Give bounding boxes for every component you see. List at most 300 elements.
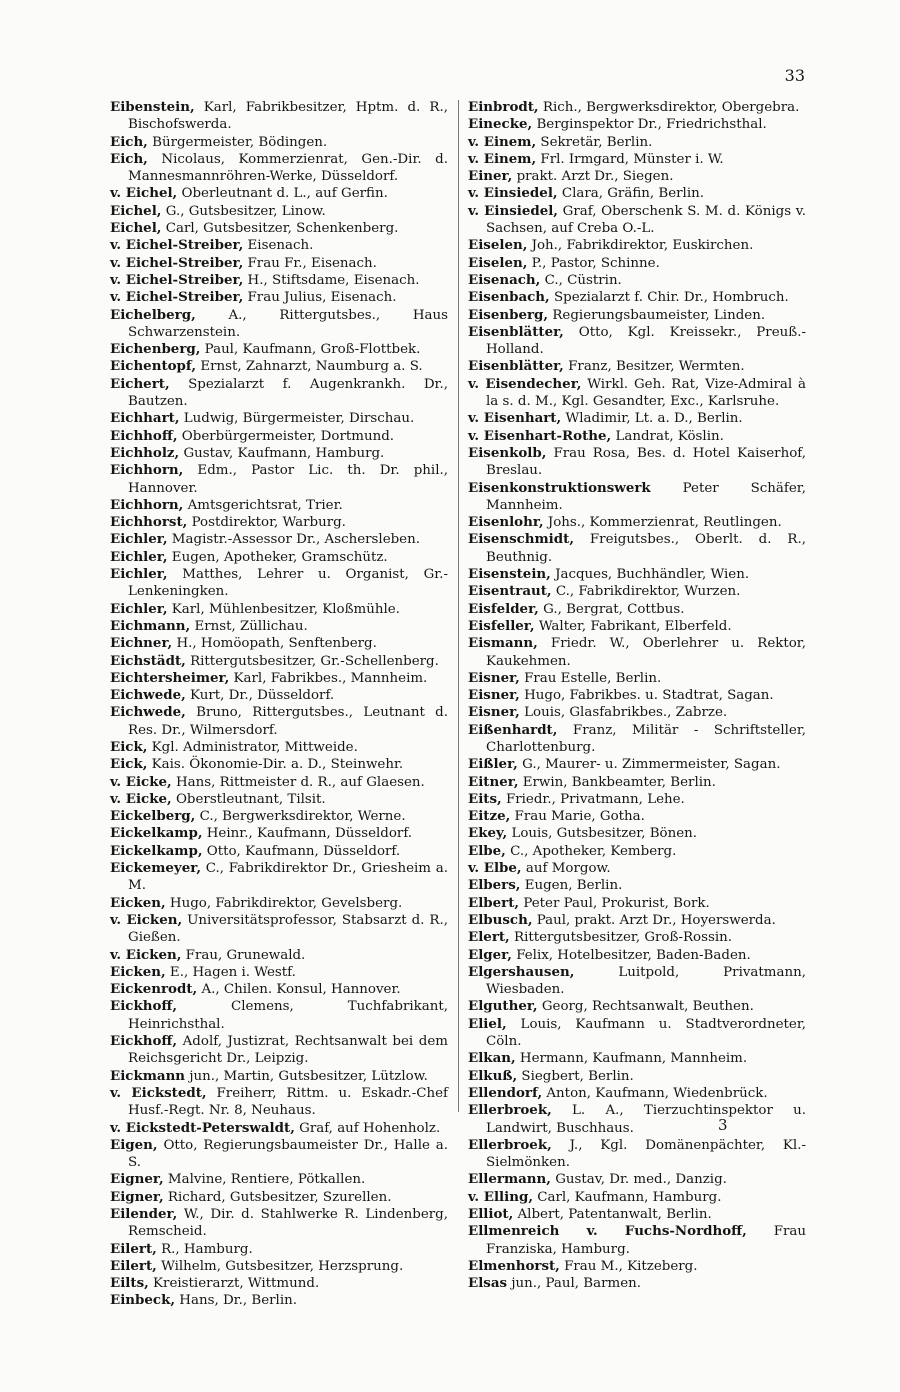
left-column (110, 99, 448, 1310)
entry-details: Oberleutnant d. L., auf Gerfin. (181, 186, 388, 202)
directory-entry (468, 307, 806, 324)
entry-details: R., Hamburg. (161, 1241, 253, 1257)
entry-surname: Elert, (468, 929, 510, 946)
directory-entry (468, 843, 806, 860)
directory-entry (468, 376, 806, 411)
entry-surname: Elkan, (468, 1050, 516, 1067)
directory-entry (468, 635, 806, 670)
entry-surname: Eichwede, (110, 687, 186, 704)
entry-details: jun., Martin, Gutsbesitzer, Lützlow. (189, 1068, 428, 1084)
directory-entry (110, 1258, 448, 1275)
directory-entry (468, 618, 806, 635)
entry-surname: Eißenhardt, (468, 721, 558, 738)
directory-entry (468, 670, 806, 687)
entry-details: Wilhelm, Gutsbesitzer, Herzsprung. (161, 1258, 404, 1274)
directory-entry (468, 255, 806, 272)
directory-entry (468, 289, 806, 306)
directory-entry (468, 531, 806, 566)
entry-surname: Eichhorn, (110, 496, 184, 513)
directory-entry (468, 964, 806, 999)
directory-entry (110, 237, 448, 254)
entry-surname: Einer, (468, 168, 513, 185)
entry-surname: v. Elbe, (468, 860, 522, 877)
entry-details: Kreistierarzt, Wittmund. (153, 1276, 320, 1292)
page-number: 33 (784, 66, 805, 85)
entry-surname: Eichner, (110, 635, 173, 652)
entry-details: Richard, Gutsbesitzer, Szurellen. (167, 1189, 392, 1205)
directory-entry (468, 151, 806, 168)
entry-details: Hugo, Fabrikbes. u. Stadtrat, Sagan. (524, 688, 774, 704)
directory-entry (110, 791, 448, 808)
directory-entry (468, 1016, 806, 1051)
directory-entry (110, 531, 448, 548)
entry-details: Rittergutsbesitzer, Gr.-Schellenberg. (190, 653, 439, 669)
entry-details: J., Kgl. Domänenpächter, Kl.-Sielmönken. (486, 1137, 806, 1171)
entry-details: Oberstleutnant, Tilsit. (175, 791, 326, 807)
directory-entry (110, 203, 448, 220)
directory-entry (110, 99, 448, 134)
directory-entry (110, 549, 448, 566)
entry-surname: Eickelkamp, (110, 842, 203, 859)
directory-entry (110, 376, 448, 411)
entry-details: Hermann, Kaufmann, Mannheim. (519, 1051, 748, 1067)
directory-entry (468, 704, 806, 721)
entry-surname: Eisenach, (468, 271, 541, 288)
entry-surname: Eichtersheimer, (110, 669, 230, 686)
directory-entry (110, 825, 448, 842)
directory-entry (468, 998, 806, 1015)
entry-surname: Eisenkolb, (468, 444, 547, 461)
entry-surname: Eisenberg, (468, 306, 549, 323)
directory-entry (110, 998, 448, 1033)
entry-surname: v. Einem, (468, 133, 537, 150)
entry-surname: v. Eisendecher, (468, 375, 582, 392)
directory-entry (110, 151, 448, 186)
directory-entry (110, 756, 448, 773)
entry-details: Otto, Kgl. Kreissekr., Preuß.-Holland. (486, 324, 806, 358)
entry-surname: Eichmann, (110, 617, 191, 634)
directory-entry (468, 808, 806, 825)
directory-entry (110, 895, 448, 912)
entry-details: Carl, Kaufmann, Hamburg. (537, 1189, 722, 1205)
entry-surname: Elbusch, (468, 911, 533, 928)
entry-details: Luitpold, Privatmann, Wiesbaden. (486, 964, 806, 998)
entry-details: Landrat, Köslin. (615, 428, 724, 444)
entry-details: Otto, Regierungsbaumeister Dr., Halle a. S. (128, 1137, 448, 1171)
directory-entry (468, 1206, 806, 1223)
entry-surname: Elgershausen, (468, 963, 575, 980)
entry-details: Ernst, Züllichau. (194, 618, 308, 634)
directory-entry (110, 860, 448, 895)
entry-surname: Eick, (110, 756, 148, 773)
directory-entry (110, 1171, 448, 1188)
entry-details: Hans, Rittmeister d. R., auf Glaesen. (175, 774, 425, 790)
entry-details: Frau, Grunewald. (185, 947, 306, 963)
entry-details: Matthes, Lehrer u. Organist, Gr.-Lenkeningken. (128, 567, 449, 600)
entry-details: Wladimir, Lt. a. D., Berlin. (565, 411, 743, 427)
directory-entry (110, 601, 448, 618)
directory-entry (110, 428, 448, 445)
directory-entry (468, 99, 806, 116)
directory-entry (468, 134, 806, 151)
directory-entry (110, 947, 448, 964)
entry-surname: v. Eicke, (110, 790, 172, 807)
entry-details: Kais. Ökonomie-Dir. a. D., Steinwehr. (151, 757, 404, 773)
directory-entry (468, 825, 806, 842)
entry-details: Frau Estelle, Berlin. (524, 670, 662, 686)
column-divider (458, 100, 459, 1112)
directory-entry (468, 1171, 806, 1188)
directory-entry (468, 1068, 806, 1085)
directory-entry (110, 445, 448, 462)
entry-surname: Eick, (110, 738, 148, 755)
entry-surname: Eiselen, (468, 254, 528, 271)
entry-details: jun., Paul, Barmen. (511, 1276, 642, 1292)
entry-details: Gustav, Kaufmann, Hamburg. (183, 445, 385, 461)
entry-surname: Eichler, (110, 531, 168, 548)
entry-surname: Eiselen, (468, 237, 528, 254)
directory-entry (110, 462, 448, 497)
directory-entry (110, 289, 448, 306)
directory-entry (468, 583, 806, 600)
entry-surname: v. Einem, (468, 150, 537, 167)
directory-entry (110, 272, 448, 289)
directory-entry (468, 1085, 806, 1102)
entry-details: Edm., Pastor Lic. th. Dr. phil., Hannover. (128, 463, 448, 496)
entry-surname: Einbeck, (110, 1292, 176, 1309)
entry-details: auf Morgow. (525, 861, 611, 877)
entry-surname: Eliel, (468, 1015, 507, 1032)
directory-entry (468, 756, 806, 773)
entry-details: Louis, Glasfabrikbes., Zabrze. (524, 705, 728, 721)
entry-surname: Eits, (468, 790, 502, 807)
directory-entry (110, 1189, 448, 1206)
entry-details: Kgl. Administrator, Mittweide. (151, 739, 358, 755)
entry-details: Ludwig, Bürgermeister, Dirschau. (183, 411, 415, 427)
entry-details: P., Pastor, Schinne. (531, 255, 660, 271)
entry-surname: v. Eichel-Streiber, (110, 289, 244, 306)
right-column (468, 99, 806, 1292)
entry-details: Clemens, Tuchfabrikant, Heinrichsthal. (128, 999, 448, 1032)
sheet-number: 3 (718, 1116, 728, 1134)
entry-details: Franz, Besitzer, Wermten. (568, 359, 745, 375)
directory-entry (110, 134, 448, 151)
entry-details: H., Stiftsdame, Eisenach. (247, 272, 420, 288)
directory-entry (110, 808, 448, 825)
entry-surname: Einecke, (468, 116, 533, 133)
entry-details: G., Maurer- u. Zimmermeister, Sagan. (522, 757, 781, 773)
directory-entry (110, 704, 448, 739)
entry-details: Graf, auf Hohenholz. (299, 1120, 441, 1136)
entry-surname: Eickelkamp, (110, 825, 203, 842)
entry-details: Friedr., Privatmann, Lehe. (505, 791, 685, 807)
entry-surname: v. Eichel-Streiber, (110, 271, 244, 288)
entry-details: Ernst, Zahnarzt, Naumburg a. S. (200, 359, 423, 375)
entry-details: Erwin, Bankbeamter, Berlin. (522, 774, 716, 790)
directory-entry (468, 203, 806, 238)
directory-entry (468, 895, 806, 912)
entry-surname: v. Elling, (468, 1188, 533, 1205)
entry-surname: Eisner, (468, 704, 520, 721)
directory-entry (110, 1120, 448, 1137)
directory-entry (468, 1189, 806, 1206)
entry-details: prakt. Arzt Dr., Siegen. (516, 169, 674, 185)
entry-surname: Eilert, (110, 1240, 157, 1257)
entry-surname: Eisenbach, (468, 289, 550, 306)
entry-details: C., Bergwerksdirektor, Werne. (199, 809, 406, 825)
entry-surname: Eisfelder, (468, 600, 539, 617)
entry-details: Joh., Fabrikdirektor, Euskirchen. (531, 238, 754, 254)
entry-surname: Elbers, (468, 877, 521, 894)
directory-entry (468, 791, 806, 808)
directory-entry (110, 1241, 448, 1258)
entry-surname: Eich, (110, 150, 148, 167)
entry-surname: Eisfeller, (468, 617, 535, 634)
directory-entry (468, 566, 806, 583)
entry-details: Malvine, Rentiere, Pötkallen. (167, 1172, 366, 1188)
entry-surname: Eicken, (110, 894, 166, 911)
entry-surname: Elbe, (468, 842, 506, 859)
entry-details: Graf, Oberschenk S. M. d. Königs v. Sachsen, auf Creba O.-L. (486, 203, 806, 237)
directory-entry (110, 843, 448, 860)
entry-details: Amtsgerichtsrat, Trier. (187, 497, 343, 513)
directory-entry (110, 912, 448, 947)
entry-details: Frau Rosa, Bes. d. Hotel Kaiserhof, Breslau. (486, 445, 806, 479)
directory-entry (468, 774, 806, 791)
entry-surname: Eickenrodt, (110, 981, 198, 998)
directory-entry (110, 307, 448, 342)
directory-entry (468, 912, 806, 929)
directory-entry (468, 428, 806, 445)
entry-surname: Eisner, (468, 687, 520, 704)
entry-surname: Ellerbroek, (468, 1102, 552, 1119)
entry-details: Peter Paul, Prokurist, Bork. (523, 895, 710, 911)
entry-surname: v. Eichel, (110, 185, 178, 202)
entry-surname: Eichentopf, (110, 358, 197, 375)
entry-surname: Elsas (468, 1275, 508, 1292)
entry-details: Felix, Hotelbesitzer, Baden-Baden. (516, 947, 751, 963)
directory-entry (110, 566, 448, 601)
entry-details: C., Cüstrin. (544, 272, 622, 288)
entry-surname: Eigen, (110, 1136, 158, 1153)
directory-entry (110, 635, 448, 652)
directory-entry (110, 774, 448, 791)
entry-details: Paul, prakt. Arzt Dr., Hoyerswerda. (536, 912, 776, 928)
entry-details: Johs., Kommerzienrat, Reutlingen. (547, 515, 782, 531)
entry-surname: Eichel, (110, 202, 162, 219)
entry-surname: Eisenblätter, (468, 323, 564, 340)
entry-details: Bürgermeister, Bödingen. (152, 134, 328, 150)
entry-surname: v. Eickstedt-Peterswaldt, (110, 1119, 295, 1136)
entry-surname: v. Eichel-Streiber, (110, 254, 244, 271)
directory-entry (110, 185, 448, 202)
directory-entry (110, 618, 448, 635)
entry-surname: Eichler, (110, 548, 168, 565)
directory-entry (468, 480, 806, 515)
entry-details: Eugen, Apotheker, Gramschütz. (171, 549, 388, 565)
directory-entry (110, 687, 448, 704)
entry-surname: v. Einsiedel, (468, 185, 558, 202)
entry-details: Friedr. W., Oberlehrer u. Rektor, Kaukehmen. (486, 636, 806, 669)
entry-surname: Eilert, (110, 1257, 157, 1274)
entry-surname: v. Eicke, (110, 773, 172, 790)
directory-entry (468, 722, 806, 757)
entry-details: C., Apotheker, Kemberg. (510, 843, 677, 859)
entry-surname: Eichler, (110, 566, 168, 583)
entry-details: Universitätsprofessor, Stabsarzt d. R., Gießen. (128, 912, 449, 946)
entry-surname: Eickmann (110, 1067, 186, 1084)
directory-entry (110, 410, 448, 427)
directory-entry (110, 1137, 448, 1172)
entry-surname: Eichenberg, (110, 341, 201, 358)
directory-entry (110, 358, 448, 375)
directory-entry (468, 185, 806, 202)
entry-details: Postdirektor, Warburg. (191, 515, 346, 531)
entry-details: Eugen, Berlin. (524, 878, 623, 894)
entry-details: Paul, Kaufmann, Groß-Flottbek. (204, 342, 421, 358)
directory-entry (110, 739, 448, 756)
directory-entry (110, 964, 448, 981)
directory-entry (110, 1068, 448, 1085)
entry-surname: Eigner, (110, 1188, 164, 1205)
entry-details: L. A., Tierzuchtinspektor u. Landwirt, Buschhaus. (486, 1103, 806, 1136)
directory-entry (110, 1085, 448, 1120)
entry-surname: Eilender, (110, 1206, 178, 1222)
entry-surname: Eichstädt, (110, 652, 186, 669)
entry-details: C., Fabrikdirektor, Wurzen. (555, 584, 741, 600)
entry-details: G., Gutsbesitzer, Linow. (165, 203, 326, 219)
directory-entry (468, 877, 806, 894)
directory-entry (468, 687, 806, 704)
entry-details: Bruno, Rittergutsbes., Leutnant d. Res. Dr., Wilmersdorf. (128, 705, 448, 738)
entry-details: C., Fabrikdirektor Dr., Griesheim a. M. (128, 861, 448, 894)
entry-surname: Ellermann, (468, 1171, 551, 1188)
entry-details: Anton, Kaufmann, Wiedenbrück. (546, 1085, 768, 1101)
entry-surname: v. Eicken, (110, 911, 183, 928)
entry-surname: Eichler, (110, 600, 168, 617)
entry-details: Frau Julius, Eisenach. (247, 290, 397, 306)
entry-details: Heinr., Kaufmann, Düsseldorf. (206, 826, 413, 842)
entry-surname: Eichhoff, (110, 427, 178, 444)
directory-entry (110, 497, 448, 514)
entry-surname: Eicken, (110, 963, 166, 980)
entry-details: W., Dir. d. Stahlwerke R. Lindenberg, Remscheid. (128, 1207, 448, 1240)
entry-surname: Eichert, (110, 375, 170, 392)
entry-surname: Elkuß, (468, 1067, 518, 1084)
entry-details: Albert, Patentanwalt, Berlin. (517, 1207, 712, 1222)
entry-surname: Eisenblätter, (468, 358, 564, 375)
entry-surname: Elger, (468, 946, 512, 963)
entry-details: Louis, Gutsbesitzer, Bönen. (511, 826, 698, 842)
entry-details: Peter Schäfer, Mannheim. (486, 480, 806, 513)
directory-entry (468, 1258, 806, 1275)
entry-details: Freiherr, Rittm. u. Eskadr.-Chef Husf.-Regt. Nr. 8, Neuhaus. (128, 1085, 449, 1119)
entry-surname: Eichhart, (110, 410, 180, 427)
entry-details: Louis, Kaufmann u. Stadtverordneter, Cöln. (486, 1016, 807, 1050)
directory-entry (110, 1206, 448, 1241)
entry-surname: Eisenkonstruktionswerk (468, 479, 651, 496)
entry-details: Magistr.-Assessor Dr., Aschersleben. (171, 532, 420, 548)
directory-entry (468, 860, 806, 877)
entry-surname: Eibenstein, (110, 99, 195, 115)
entry-details: Frau M., Kitzeberg. (564, 1258, 698, 1274)
directory-entry (110, 341, 448, 358)
entry-details: Karl, Fabrikbes., Mannheim. (233, 670, 428, 686)
directory-entry (110, 670, 448, 687)
entry-details: Hans, Dr., Berlin. (179, 1293, 297, 1309)
directory-entry (468, 947, 806, 964)
entry-surname: Ellendorf, (468, 1084, 543, 1101)
directory-entry (110, 981, 448, 998)
directory-entry (468, 410, 806, 427)
entry-surname: Ekey, (468, 825, 508, 842)
entry-surname: Eitner, (468, 773, 519, 790)
entry-details: Gustav, Dr. med., Danzig. (555, 1172, 727, 1188)
directory-entry (110, 255, 448, 272)
entry-surname: Eichhorn, (110, 462, 184, 479)
directory-entry (468, 116, 806, 133)
entry-surname: Eickemeyer, (110, 860, 201, 877)
directory-entry (468, 324, 806, 359)
directory-entry (468, 358, 806, 375)
entry-surname: Elmenhorst, (468, 1257, 560, 1274)
entry-details: Frau Franziska, Hamburg. (486, 1224, 806, 1257)
entry-surname: Eisenstein, (468, 566, 551, 583)
entry-surname: Eichel, (110, 220, 162, 237)
entry-surname: Eißler, (468, 756, 518, 773)
entry-details: A., Rittergutsbes., Haus Schwarzenstein. (128, 307, 448, 340)
entry-surname: Eismann, (468, 635, 538, 652)
entry-details: Sekretär, Berlin. (540, 134, 653, 150)
entry-surname: Eisenschmidt, (468, 531, 574, 548)
entry-details: Regierungsbaumeister, Linden. (552, 307, 766, 323)
entry-details: Frl. Irmgard, Münster i. W. (540, 151, 724, 167)
entry-details: Karl, Mühlenbesitzer, Kloßmühle. (171, 601, 400, 617)
entry-details: Rittergutsbesitzer, Groß-Rossin. (513, 930, 733, 946)
entry-surname: Eichhorst, (110, 514, 188, 531)
directory-entry (468, 929, 806, 946)
entry-details: G., Bergrat, Cottbus. (543, 601, 685, 617)
entry-details: Karl, Fabrikbesitzer, Hptm. d. R., Bischofswerda. (128, 100, 448, 133)
entry-surname: Elliot, (468, 1206, 514, 1222)
entry-details: Rich., Bergwerksdirektor, Obergebra. (542, 100, 800, 115)
entry-details: Siegbert, Berlin. (521, 1068, 634, 1084)
entry-surname: Eisentraut, (468, 583, 552, 600)
entry-details: A., Chilen. Konsul, Hannover. (201, 982, 401, 998)
directory-entry (468, 1137, 806, 1172)
entry-surname: Eitze, (468, 808, 511, 825)
entry-details: Otto, Kaufmann, Düsseldorf. (206, 843, 401, 859)
entry-surname: v. Einsiedel, (468, 202, 558, 219)
entry-details: Wirkl. Geh. Rat, Vize-Admiral à la s. d. M., Kgl. Gesandter, Exc., Karlsruhe. (486, 376, 806, 410)
directory-entry (468, 237, 806, 254)
entry-details: Oberbürgermeister, Dortmund. (181, 428, 395, 444)
entry-details: Hugo, Fabrikdirektor, Gevelsberg. (169, 895, 403, 911)
entry-details: Kurt, Dr., Düsseldorf. (190, 688, 335, 704)
directory-entry (110, 514, 448, 531)
entry-surname: v. Eicken, (110, 946, 182, 963)
entry-surname: Ellmenreich v. Fuchs-Nordhoff, (468, 1223, 747, 1240)
directory-entry (110, 653, 448, 670)
entry-surname: v. Eisenhart-Rothe, (468, 427, 612, 444)
entry-details: Carl, Gutsbesitzer, Schenkenberg. (165, 221, 399, 237)
entry-details: H., Homöopath, Senftenberg. (176, 636, 377, 652)
entry-surname: Eichwede, (110, 704, 186, 721)
entry-details: Freigutsbes., Oberlt. d. R., Beuthnig. (486, 532, 806, 565)
entry-details: Frau Marie, Gotha. (514, 809, 645, 825)
entry-details: Franz, Militär - Schriftsteller, Charlottenburg. (486, 722, 806, 755)
entry-surname: Eickelberg, (110, 808, 196, 825)
